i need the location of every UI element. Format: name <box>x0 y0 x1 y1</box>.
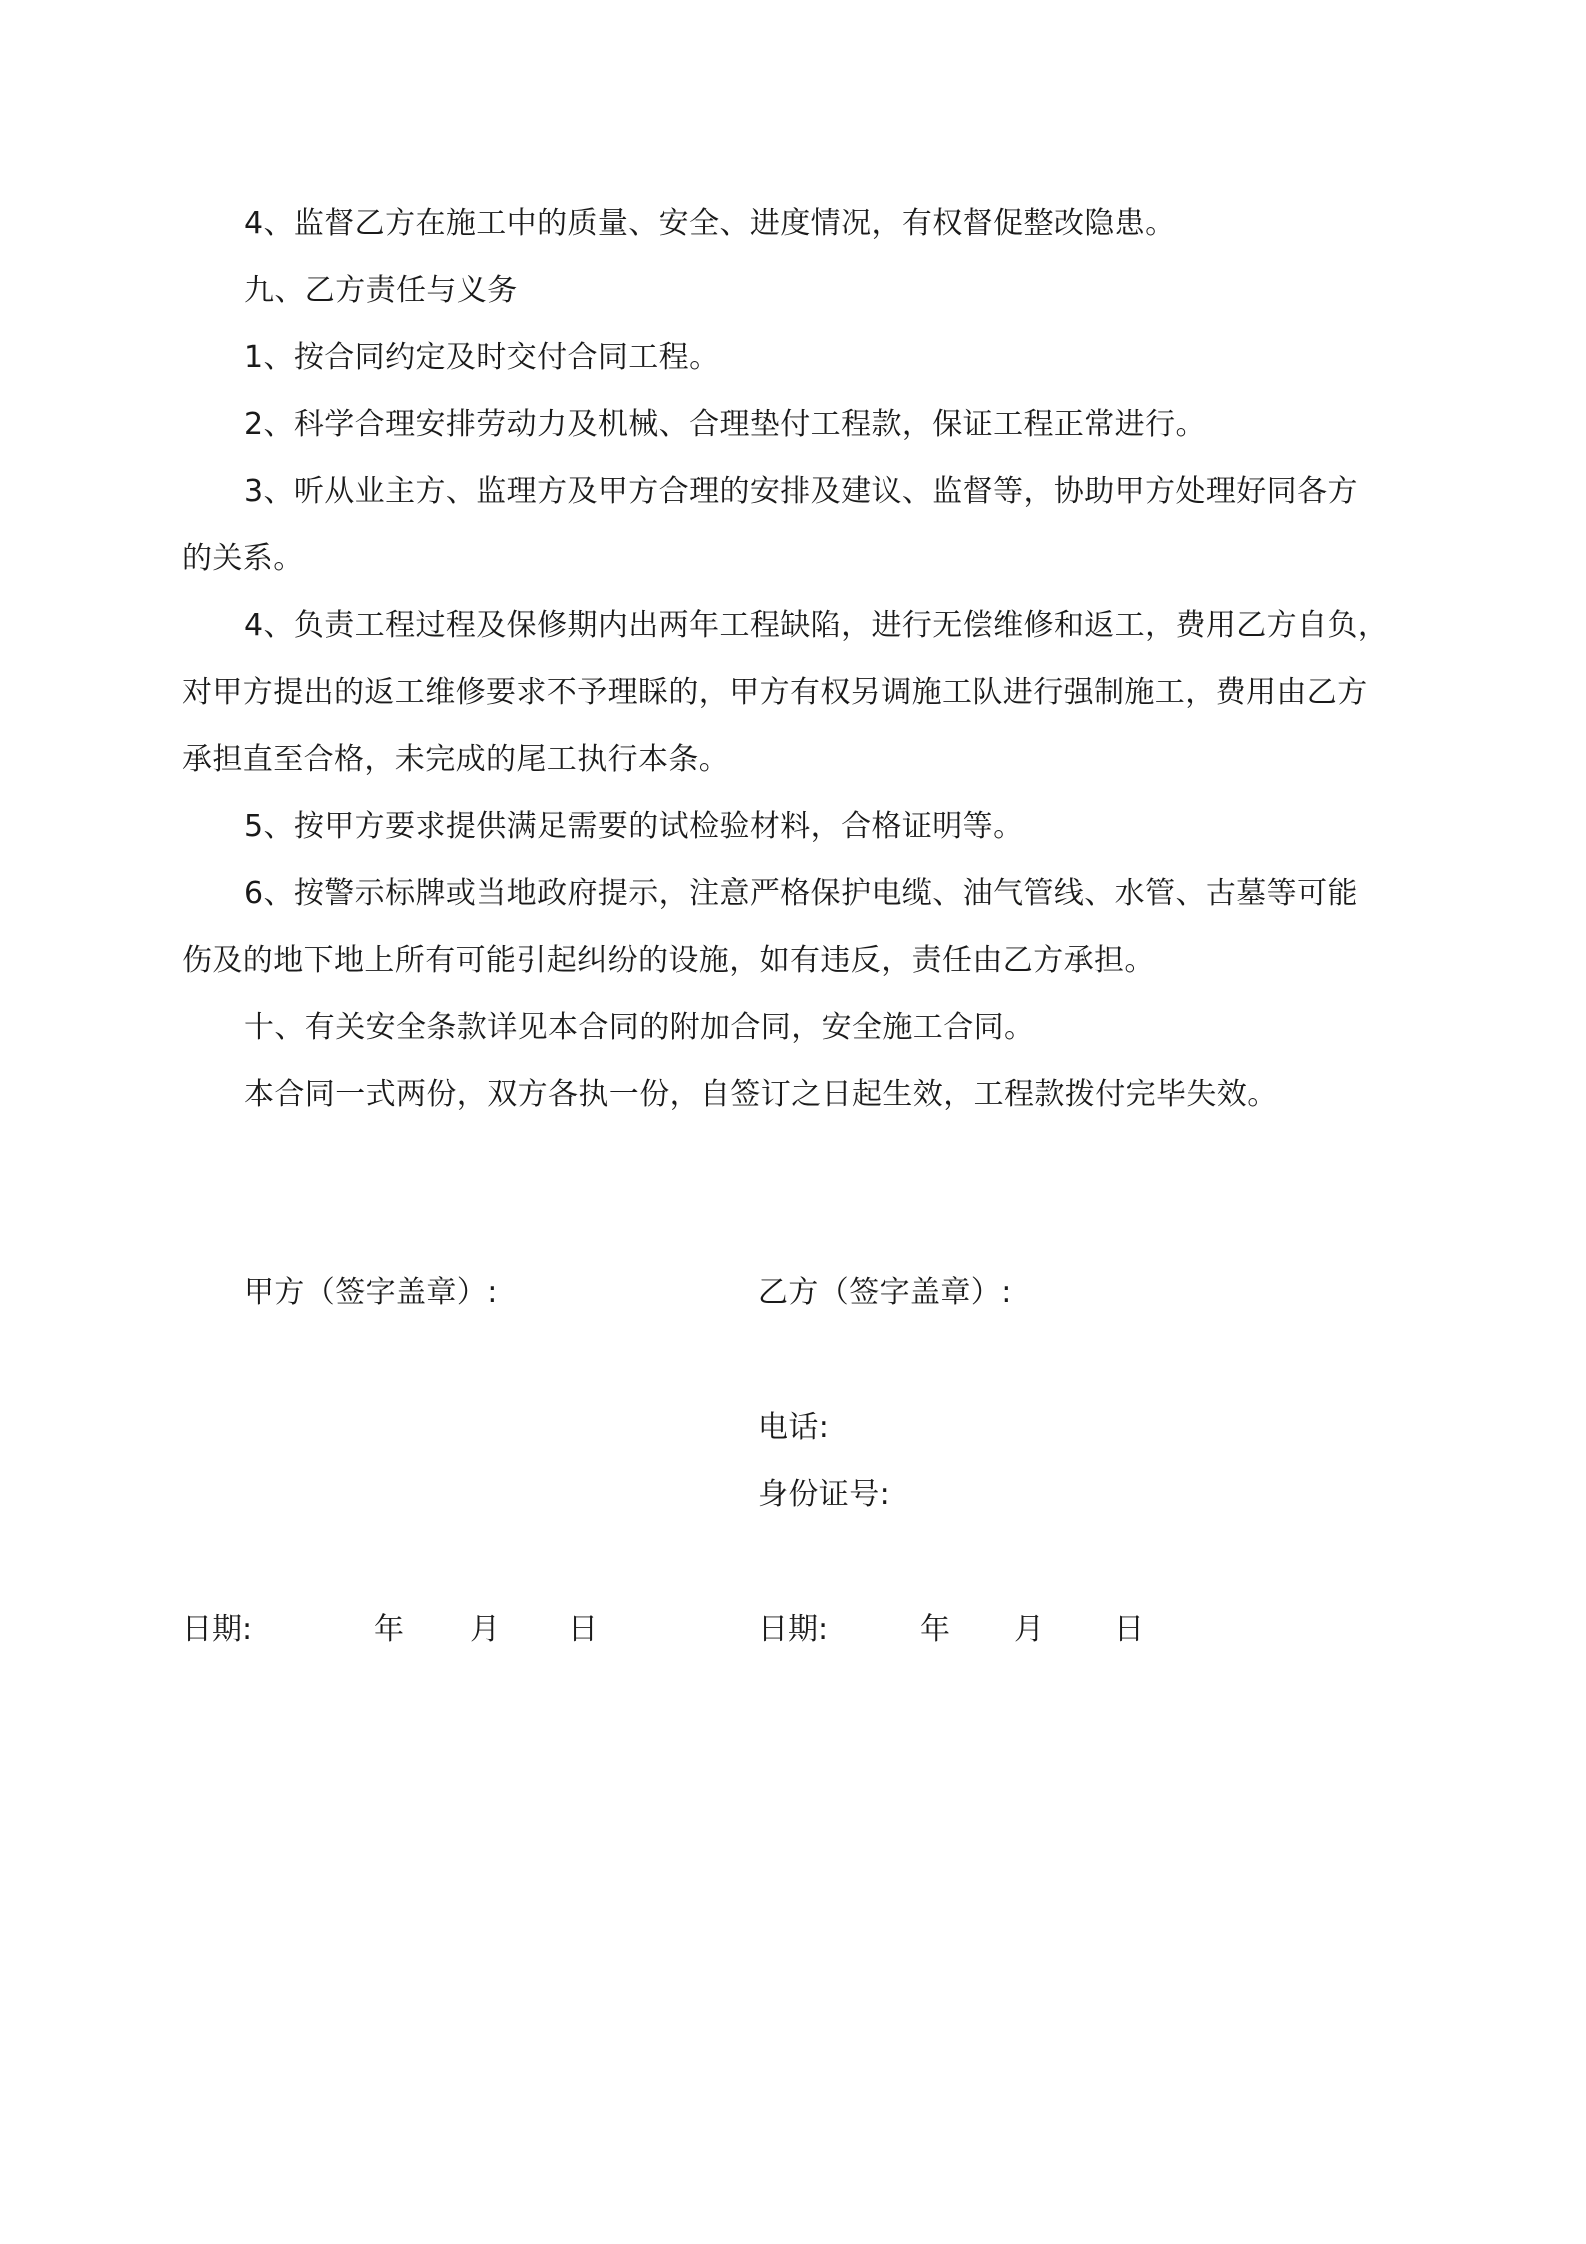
clause-9-3 <box>182 458 1422 592</box>
phone-label: 电话: <box>758 1410 830 1445</box>
paragraph-line: 1、按合同约定及时交付合同工程。 <box>244 340 720 375</box>
party-b-signature-label: 乙方（签字盖章）: <box>758 1275 1012 1310</box>
clause-9-4 <box>182 592 1422 793</box>
paragraph-line: 九、乙方责任与义务 <box>244 273 518 308</box>
party-a-signature-label: 甲方（签字盖章）: <box>244 1275 498 1310</box>
date-month: 月 <box>1014 1612 1044 1647</box>
paragraph-line: 对甲方提出的返工维修要求不予理睬的，甲方有权另调施工队进行强制施工，费用由乙方 <box>182 675 1368 710</box>
paragraph-line: 4、负责工程过程及保修期内出两年工程缺陷，进行无偿维修和返工，费用乙方自负， <box>244 608 1389 643</box>
date-day: 日 <box>568 1612 598 1647</box>
paragraph-line: 的关系。 <box>182 541 304 576</box>
paragraph-line: 十、有关安全条款详见本合同的附加合同，安全施工合同。 <box>244 1010 1035 1045</box>
paragraph-line: 2、科学合理安排劳动力及机械、合理垫付工程款，保证工程正常进行。 <box>244 407 1206 442</box>
clause-9-2 <box>182 391 1422 458</box>
clause-9-6 <box>182 860 1422 994</box>
paragraph-line: 6、按警示标牌或当地政府提示，注意严格保护电缆、油气管线、水管、古墓等可能 <box>244 876 1358 911</box>
date-day: 日 <box>1114 1612 1144 1647</box>
clause-9-1 <box>182 324 1422 391</box>
paragraph-line: 伤及的地下地上所有可能引起纠纷的设施，如有违反，责任由乙方承担。 <box>182 943 1155 978</box>
date-year: 年 <box>920 1612 950 1647</box>
date-year: 年 <box>374 1612 404 1647</box>
party-a-date <box>182 1610 622 1650</box>
date-month: 月 <box>470 1612 500 1647</box>
paragraph-line: 本合同一式两份，双方各执一份，自签订之日起生效，工程款拨付完毕失效。 <box>244 1077 1278 1112</box>
paragraph-line: 5、按甲方要求提供满足需要的试检验材料，合格证明等。 <box>244 809 1024 844</box>
paragraph-line: 4、监督乙方在施工中的质量、安全、进度情况，有权督促整改隐患。 <box>244 206 1176 241</box>
section-10 <box>182 994 1422 1061</box>
paragraph-line: 3、听从业主方、监理方及甲方合理的安排及建议、监督等，协助甲方处理好同各方 <box>244 474 1358 509</box>
clause-8-4 <box>182 190 1422 257</box>
id-number-label: 身份证号: <box>758 1477 891 1512</box>
party-b-date <box>758 1610 1198 1650</box>
section-9-heading <box>182 257 1422 324</box>
date-label: 日期: <box>182 1612 253 1647</box>
clause-9-5 <box>182 793 1422 860</box>
date-label: 日期: <box>758 1612 829 1647</box>
paragraph-line: 承担直至合格，未完成的尾工执行本条。 <box>182 742 730 777</box>
closing-clause <box>182 1061 1422 1128</box>
